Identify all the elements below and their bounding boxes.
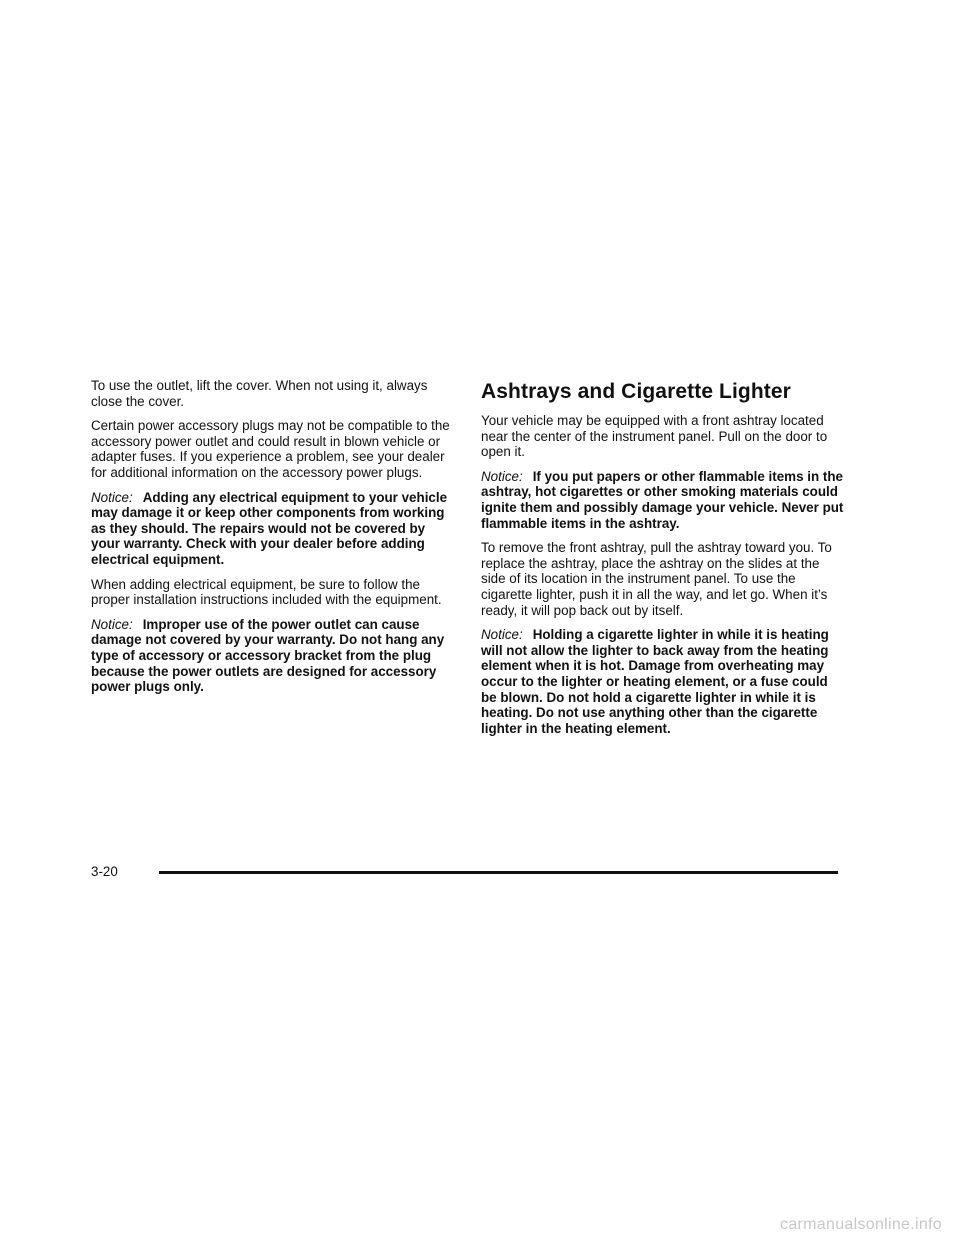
notice-label: Notice: — [91, 489, 133, 505]
notice-text: Adding any electrical equipment to your vehicle may damage it or keep other components from working as they should. The repairs would not be covered by your warranty. Check with your dealer before adding electrical equipment. — [91, 489, 448, 567]
notice-label: Notice: — [481, 468, 523, 484]
accessory-compatibility-paragraph: Certain power accessory plugs may not be compatible to the accessory power outlet and could result in blown vehicle or adapter fuses. If you experience a problem, see your dealer for additional information on the accessory power plugs. — [91, 418, 450, 480]
notice-text: If you put papers or other flammable items in the ashtray, hot cigarettes or other smoking materials could ignite them and possibly damage your vehicle. Never put flammable items in the ashtray. — [481, 468, 844, 531]
section-heading: Ashtrays and Cigarette Lighter — [481, 380, 791, 403]
right-column — [481, 378, 845, 745]
notice-flammable-items — [481, 469, 845, 531]
notice-label: Notice: — [91, 616, 133, 632]
notice-text: Improper use of the power outlet can cause damage not covered by your warranty. Do not hang any type of accessory or accessory bracket from the plug because the power outlets are designed for accessory power plugs only. — [91, 616, 445, 695]
installation-paragraph: When adding electrical equipment, be sure to follow the proper installation instructions included with the equipment. — [91, 576, 442, 608]
left-column — [91, 378, 457, 704]
notice-electrical-equipment — [91, 490, 457, 568]
notice-power-outlet — [91, 617, 457, 695]
ashtray-location-paragraph: Your vehicle may be equipped with a front ashtray located near the center of the instrument panel. Pull on the door to open it. — [481, 413, 828, 460]
notice-label: Notice: — [481, 627, 523, 643]
outlet-usage-paragraph: To use the outlet, lift the cover. When not using it, always close the cover. — [91, 378, 428, 409]
notice-cigarette-lighter — [481, 627, 845, 736]
watermark: carmanualsonline.info — [780, 1216, 942, 1233]
notice-text: Holding a cigarette lighter in while it is heating will not allow the lighter to back away from the heating element when it is hot. Damage from overheating may occur to the lighter or heating element, or a fuse could be blown. Do not hold a cigarette lighter in while it is heating. Do not use anything other than the cigarette lighter in the heating element. — [481, 627, 829, 736]
ashtray-removal-paragraph: To remove the front ashtray, pull the ashtray toward you. To replace the ashtray, place the ashtray on the slides at the side of its location in the instrument panel. To use the cigarette lighter, push it in all the way, and let go. When it’s ready, it will pop back out by itself. — [481, 540, 832, 618]
page-number: 3-20 — [91, 864, 118, 879]
footer-rule — [159, 871, 838, 874]
